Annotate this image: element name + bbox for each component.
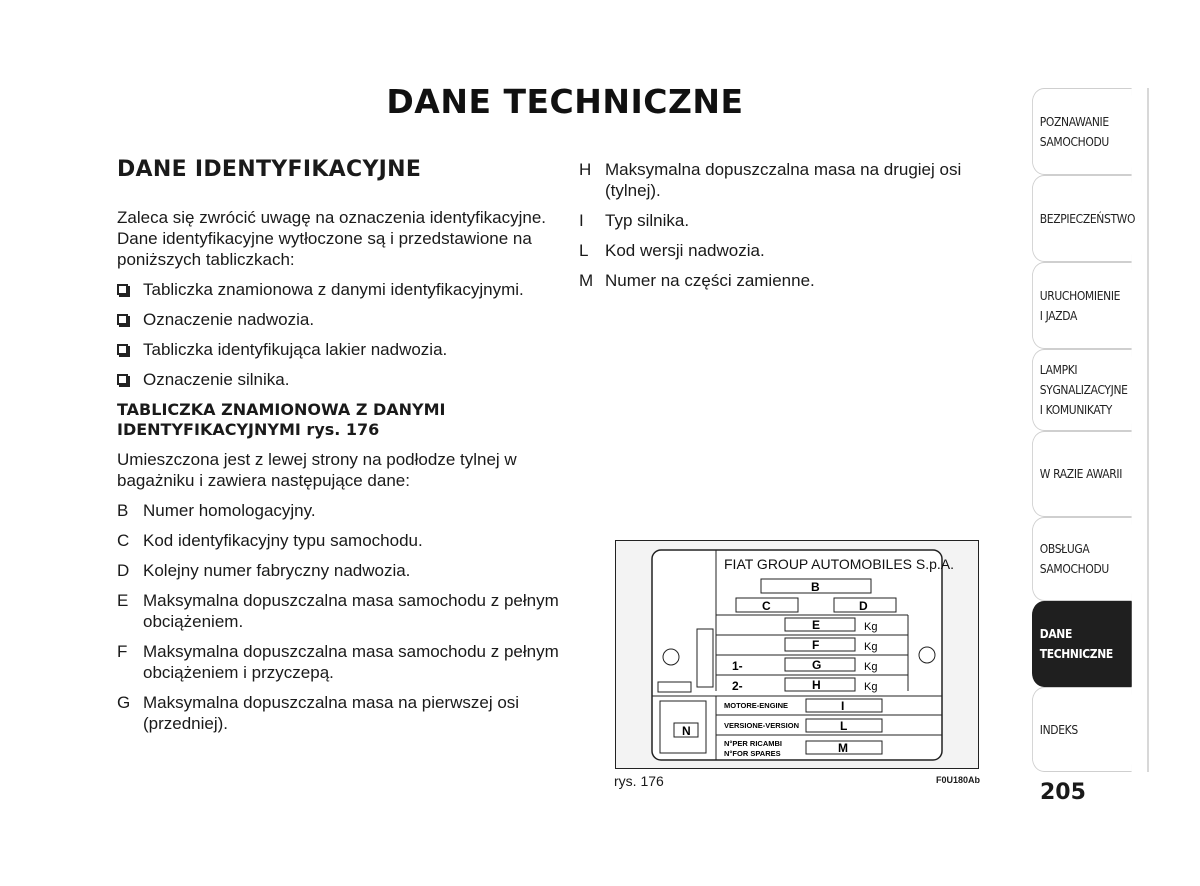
left-rivet-icon: [663, 649, 679, 665]
tab-label-line: I KOMUNIKATY: [1039, 402, 1112, 417]
list-item: [117, 692, 567, 734]
unit-kg-f: Kg: [864, 641, 878, 653]
tab-label-line: I JAZDA: [1039, 307, 1078, 323]
ricambi-label: N°PER RICAMBI: [724, 739, 783, 748]
bullet-text: Tabliczka znamionowa z danymi identyfikacyjnymi.: [143, 280, 524, 299]
tabs-edge: [1147, 88, 1149, 772]
tab-label-line: OBSŁUGA: [1039, 541, 1090, 556]
item-letter: F: [117, 642, 128, 661]
bullet-item: [117, 339, 567, 360]
figure-code: F0U180Ab: [936, 775, 981, 785]
tab-label-line: TECHNICZNE: [1039, 646, 1113, 661]
list-item: [579, 210, 979, 231]
sub-intro-paragraph: Umieszczona jest z lewej strony na podłodze tylnej w bagażniku i zawiera następujące dane:: [117, 450, 517, 490]
tab-label-line: BEZPIECZEŃSTWO: [1039, 210, 1136, 226]
bullet-text: Oznaczenie nadwozia.: [143, 310, 315, 329]
item-text: Maksymalna dopuszczalna masa samochodu z pełnym obciążeniem i przyczepą.: [143, 642, 559, 682]
tab-w-razie-awarii[interactable]: [1032, 431, 1132, 517]
subsection-heading: TABLICZKA ZNAMIONOWA Z DANYMI IDENTYFIKACYJNYMI rys. 176: [117, 400, 446, 439]
bullet-item: [117, 279, 567, 300]
item-text: Kod wersji nadwozia.: [605, 241, 765, 260]
list-item: [117, 500, 567, 521]
list-item: [117, 560, 567, 581]
tab-label-line: SYGNALIZACYJNE: [1039, 382, 1128, 397]
motore-label: MOTORE-ENGINE: [724, 701, 789, 710]
item-text: Maksymalna dopuszczalna masa na drugiej osi (tylnej).: [605, 160, 962, 200]
field-n: N: [682, 724, 691, 738]
plate-header: FIAT GROUP AUTOMOBILES S.p.A.: [724, 556, 955, 572]
item-text: Numer homologacyjny.: [143, 501, 316, 520]
item-text: Maksymalna dopuszczalna masa samochodu z pełnym obciążeniem.: [143, 591, 559, 631]
unit-kg-h: Kg: [864, 681, 878, 693]
field-d: D: [859, 599, 868, 613]
tab-lampki-sygnalizacyjne[interactable]: [1032, 349, 1132, 431]
tab-label-line: URUCHOMIENIE: [1039, 287, 1121, 303]
intro-paragraph: Zaleca się zwrócić uwagę na oznaczenia identyfikacyjne. Dane identyfikacyjne wytłoczone są i przedstawione na poniższych tabliczkach:: [117, 208, 547, 269]
list-item: [579, 270, 979, 291]
item-letter: I: [579, 211, 584, 230]
field-i: I: [841, 699, 845, 713]
axle-1-label: 1-: [732, 659, 743, 673]
tab-label-line: LAMPKI: [1039, 362, 1078, 377]
unit-kg-e: Kg: [864, 621, 878, 633]
bullet-item: [117, 309, 567, 330]
right-column: [579, 159, 979, 300]
tab-indeks[interactable]: [1032, 687, 1132, 772]
field-g: G: [812, 658, 822, 672]
bullet-item: [117, 369, 567, 390]
field-h: H: [812, 678, 821, 692]
item-text: Kod identyfikacyjny typu samochodu.: [143, 531, 423, 550]
tab-dane-techniczne[interactable]: [1032, 601, 1132, 687]
field-b: B: [811, 580, 820, 594]
section-heading: DANE IDENTYFIKACYJNE: [117, 157, 422, 182]
list-item: [117, 590, 567, 632]
tab-poznawanie-samochodu[interactable]: [1032, 88, 1132, 175]
field-c: C: [762, 599, 771, 613]
field-f-box: [785, 638, 855, 651]
page-title: DANE TECHNICZNE: [386, 82, 744, 121]
item-letter: C: [117, 531, 130, 550]
tab-label-line: DANE: [1039, 626, 1072, 641]
list-item: [117, 641, 567, 683]
item-letter: H: [579, 160, 592, 179]
bullet-text: Oznaczenie silnika.: [143, 370, 290, 389]
item-letter: D: [117, 561, 130, 580]
tab-bezpieczenstwo[interactable]: [1032, 175, 1136, 262]
item-letter: E: [117, 591, 129, 610]
checkbox-bullet-icon: [117, 314, 128, 325]
axle-2-label: 2-: [732, 679, 743, 693]
field-m: M: [838, 741, 848, 755]
tab-obsluga-samochodu[interactable]: [1032, 517, 1132, 601]
item-text: Maksymalna dopuszczalna masa na pierwszej osi (przedniej).: [143, 693, 520, 733]
bullet-text: Tabliczka identyfikująca lakier nadwozia.: [143, 340, 448, 359]
tab-label-line: POZNAWANIE: [1039, 113, 1109, 129]
field-e: E: [812, 618, 821, 632]
item-text: Typ silnika.: [605, 211, 690, 230]
list-item: [117, 530, 567, 551]
list-item: [579, 159, 979, 201]
tab-label-line: W RAZIE AWARII: [1039, 466, 1123, 481]
item-letter: G: [117, 693, 131, 712]
item-text: Kolejny numer fabryczny nadwozia.: [143, 561, 411, 580]
identification-plate-diagram: [616, 541, 978, 768]
tab-label-line: SAMOCHODU: [1039, 133, 1109, 149]
field-f: F: [812, 638, 820, 652]
page-number: 205: [1040, 780, 1086, 805]
tab-label-line: SAMOCHODU: [1039, 561, 1109, 576]
small-slot: [658, 682, 691, 692]
right-rivet-icon: [919, 647, 935, 663]
field-l: L: [840, 719, 848, 733]
left-column: [117, 155, 567, 743]
list-item: [579, 240, 979, 261]
checkbox-bullet-icon: [117, 344, 128, 355]
side-slot: [697, 629, 713, 687]
versione-label: VERSIONE-VERSION: [724, 721, 800, 730]
item-letter: L: [579, 241, 589, 260]
item-letter: B: [117, 501, 129, 520]
figure-caption: rys. 176: [614, 773, 664, 789]
checkbox-bullet-icon: [117, 374, 128, 385]
item-text: Numer na części zamienne.: [605, 271, 815, 290]
spares-label: N°FOR SPARES: [724, 749, 781, 758]
item-letter: M: [579, 271, 594, 290]
tab-uruchomienie-i-jazda[interactable]: [1032, 262, 1132, 349]
unit-kg-g: Kg: [864, 661, 878, 673]
tab-label-line: INDEKS: [1039, 721, 1078, 737]
checkbox-bullet-icon: [117, 284, 128, 295]
figure-176: [615, 540, 979, 769]
